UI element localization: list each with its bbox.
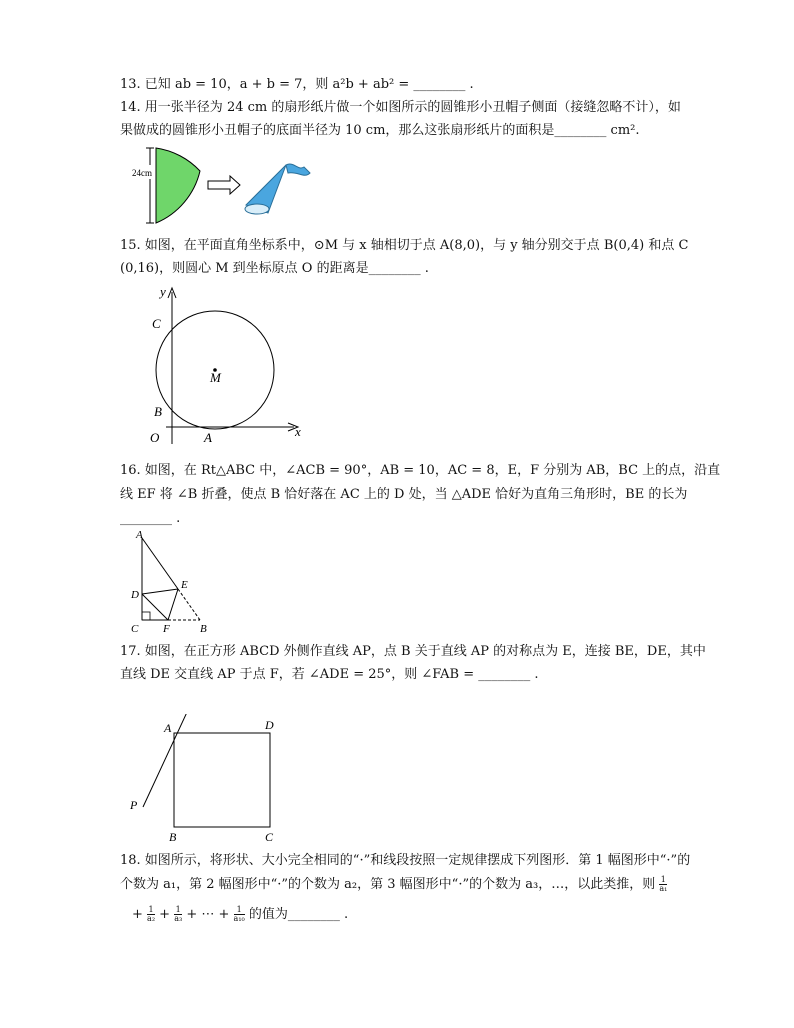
q16-figure (128, 528, 218, 636)
label-d: D (131, 589, 139, 601)
fraction-1-over-a1: $\frac{1}{\text{a₁}}$ (659, 875, 668, 893)
square-abcd (174, 733, 270, 827)
q18-line2-text: 个数为 a₁，第 2 幅图形中“·”的个数为 a₂，第 3 幅图形中“·”的个数为 a₃，…，以此类推，则 (120, 877, 656, 892)
q16-line1: 16. 如图，在 Rt△ABC 中，∠ACB = 90°，AB = 10，AC = 8，E，F 分别为 AB，BC 上的点，沿直 (120, 463, 721, 478)
q17-line1: 17. 如图，在正方形 ABCD 外侧作直线 AP，点 B 关于直线 AP 的对称点为 E，连接 BE，DE，其中 (120, 644, 706, 659)
label-c: C (265, 830, 274, 844)
q14-figure (128, 143, 328, 227)
label-x: x (295, 424, 301, 439)
label-f: F (163, 623, 170, 635)
q18-line3-end: 的值为________ . (248, 907, 349, 922)
plus-sign: + (132, 907, 143, 922)
label-d: D (265, 718, 274, 732)
ellipsis: + ⋯ + (186, 907, 230, 922)
label-y: y (160, 284, 166, 299)
q15-figure (138, 284, 308, 450)
sector-shape (156, 148, 200, 223)
radius-label: 24cm (132, 168, 152, 178)
label-o: O (150, 430, 160, 445)
clown-hat-icon (245, 164, 310, 214)
label-a: A (164, 721, 172, 735)
q18-line1: 18. 如图所示，将形状、大小完全相同的“·”和线段按照一定规律摆成下列图形．第 1 幅图形中“·”的 (120, 853, 691, 868)
label-c: C (131, 623, 139, 635)
q18-line2 (120, 876, 667, 894)
label-b: B (154, 404, 162, 419)
fraction-1-over-a3: $\frac{1}{\text{a₃}}$ (174, 905, 183, 923)
q17-line2: 直线 DE 交直线 AP 于点 F，若 ∠ADE = 25°，则 ∠FAB = ________ . (120, 667, 539, 682)
q16-line3: ________ . (120, 511, 181, 526)
label-p: P (130, 798, 138, 812)
label-b: B (200, 623, 207, 635)
q17-figure (126, 714, 286, 846)
q18-line3 (132, 906, 348, 924)
label-a: A (136, 529, 143, 541)
label-a: A (204, 430, 212, 445)
q14-line1: 14. 用一张半径为 24 cm 的扇形纸片做一个如图所示的圆锥形小丑帽子侧面（接缝忽略不计），如 (120, 100, 681, 115)
q15-line1: 15. 如图，在平面直角坐标系中，⊙M 与 x 轴相切于点 A(8,0)，与 y 轴分别交于点 B(0,4) 和点 C (120, 238, 689, 253)
q14-line2: 果做成的圆锥形小丑帽子的底面半径为 10 cm，那么这张扇形纸片的面积是________ cm². (120, 123, 640, 138)
arrow-icon (208, 176, 240, 194)
label-c: C (152, 316, 161, 331)
q16-line2: 线 EF 将 ∠B 折叠，使点 B 恰好落在 AC 上的 D 处，当 △ADE 恰好为直角三角形时，BE 的长为 (120, 487, 688, 502)
label-m: M (210, 370, 221, 385)
fraction-1-over-a2: $\frac{1}{\text{a₂}}$ (147, 905, 156, 923)
fraction-1-over-a10: $\frac{1}{\text{a₁₀}}$ (233, 905, 245, 923)
plus-sign: + (159, 907, 171, 922)
q13-text: 13. 已知 ab = 10，a + b = 7，则 a²b + ab² = ________ . (120, 77, 474, 92)
label-b: B (169, 830, 177, 844)
right-angle-mark (142, 612, 150, 620)
q15-line2: (0,16)，则圆心 M 到坐标原点 O 的距离是________ . (120, 261, 429, 276)
label-e: E (181, 579, 188, 591)
